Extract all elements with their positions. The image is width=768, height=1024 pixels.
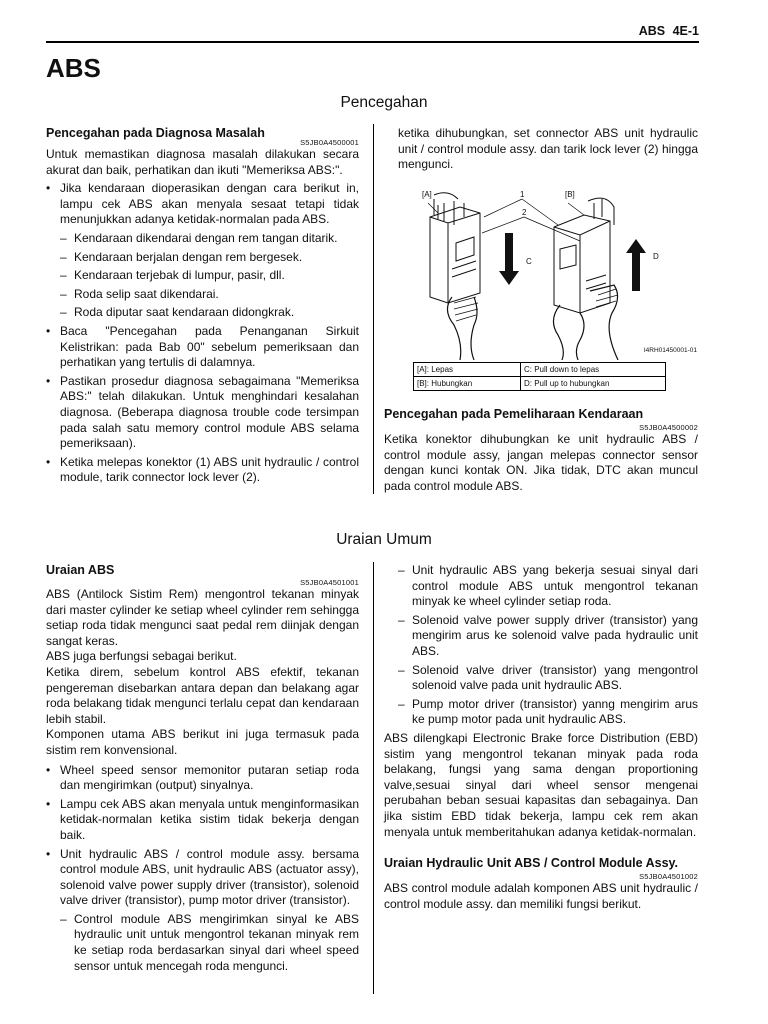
header-page-number: 4E-1 (672, 24, 699, 38)
list-item: – Kendaraan terjebak di lumpur, pasir, dll. (60, 268, 359, 284)
hydraulic-code: S5JB0A4501002 (639, 872, 698, 882)
diagnosa-intro: Untuk memastikan diagnosa masalah dilakukan secara akurat dan baik, perhatikan dan ikuti "Memeriksa ABS:". (46, 147, 359, 177)
uraian-abs-sub-list-continued (384, 563, 698, 728)
ebd-paragraph: ABS dilengkapi Electronic Brake force Distribution (EBD) sistim yang mengontrol tekanan minyak pada roda belakang, fungsi yang sama dengan proportioning valve,sesuai sinyal dari wheel sensor mengenai perubahan beban sesuai kapasitas dan sebagainya. Dan jika sistim EBD tidak bekerja, lampu cek rem akan menyala untuk memberitahukan adanya ketidak-normalan. (384, 730, 698, 839)
list-item: • Pastikan prosedur diagnosa sebagaimana "Memeriksa ABS:" telah dilakukan. Untuk menghindari kesalahan diagnosa. (Beberapa diagnosa trouble code tersimpan pada salah satu memory control module ABS selama pemeriksaan). (46, 374, 359, 452)
column-divider-top (373, 124, 374, 494)
uraian-abs-paragraph: ABS juga berfungsi sebagai berikut. (46, 649, 237, 664)
section-title-uraian-umum: Uraian Umum (336, 531, 432, 548)
diagnosa-sub-list (60, 231, 359, 321)
uraian-abs-paragraph: Komponen utama ABS berikut ini juga termasuk pada sistim rem konvensional. (46, 727, 359, 757)
section-title-pencegahan: Pencegahan (340, 94, 428, 111)
table-cell: C: Pull down to lepas (521, 363, 666, 377)
list-item: – Control module ABS mengirimkan sinyal ke ABS hydraulic unit untuk mengontrol tekanan minyak rem ke setiap roda berdasarkan sinyal dari wheel speed sensor untuk mencegah roda mengunci. (60, 912, 359, 974)
list-item: • Lampu cek ABS akan menyala untuk menginformasikan ketidak-normalan ketika sistim tidak bekerja dengan baik. (46, 797, 359, 844)
hydraulic-text: ABS control module adalah komponen ABS unit hydraulic / control module assy. dan memiliki fungsi berikut. (384, 881, 698, 911)
figure-legend-table (413, 362, 666, 391)
list-item: – Kendaraan berjalan dengan rem bergesek. (60, 250, 359, 266)
diagnosa-heading: Pencegahan pada Diagnosa Masalah (46, 126, 265, 140)
connector-figure (408, 185, 698, 360)
pemeliharaan-code: S5JB0A4500002 (639, 423, 698, 432)
diagnosa-continuation: ketika dihubungkan, set connector ABS unit hydraulic unit / control module assy. dan tarik lock lever (2) hingga mengunci. (398, 126, 698, 172)
list-item: • Baca "Pencegahan pada Penanganan Sirkuit Kelistrikan: pada Bab 00" sebelum pemeriksaan dan perhatikan yang tertulis di dalamnya. (46, 324, 359, 371)
table-row (414, 363, 666, 377)
column-divider-bottom (373, 562, 374, 994)
figure-code: I4RH01450001-01 (643, 347, 697, 354)
list-item: • Jika kendaraan dioperasikan dengan cara berikut in, lampu cek ABS akan menyala sesaat tetapi tidak menunjukkan adanya ketidak-normalan pada ABS. – Kendaraan dikendarai dengan rem tangan ditarik. – Kendaraan berjalan dengan rem bergesek. – Kendaraan terjebak di lumpur, pasir, dll. – Roda selip saat dikendarai. – Roda diputar saat kendaraan didongkrak. (46, 181, 359, 321)
uraian-abs-heading: Uraian ABS (46, 563, 115, 577)
pemeliharaan-text: Ketika konektor dihubungkan ke unit hydraulic ABS / control module assy, jangan melepas connector sensor dengan kunci kontak ON. Jika tidak, DTC akan muncul pada control module ABS. (384, 432, 698, 493)
figure-label-c: C (526, 257, 532, 266)
table-cell: D: Pull up to hubungkan (521, 377, 666, 391)
list-item: – Roda selip saat dikendarai. (60, 287, 359, 303)
list-item: • Ketika melepas konektor (1) ABS unit hydraulic / control module, tarik connector lock lever (2). (46, 455, 359, 486)
uraian-abs-code: S5JB0A4501001 (300, 578, 359, 587)
table-cell: [B]: Hubungkan (414, 377, 521, 391)
header-section: ABS (638, 24, 666, 38)
uraian-abs-continuation (384, 563, 698, 912)
connector-illustration (408, 185, 698, 360)
list-item: – Pump motor driver (transistor) yanng mengirim arus ke pump motor pada unit hydraulic ABS. (384, 697, 698, 728)
uraian-abs-paragraph: ABS (Antilock Sistim Rem) mengontrol tekanan minyak dari master cylinder ke setiap wheel cylinder rem sehingga setiap roda tidak mengunci saat pedal rem diinjak dengan sangat keras. (46, 587, 359, 648)
page-header (46, 21, 699, 43)
figure-label-a: [A] (422, 190, 432, 199)
list-item: – Solenoid valve power supply driver (transistor) yang mengirim arus ke solenoid valve pada hydraulic unit ABS. (384, 613, 698, 660)
figure-label-d: D (653, 252, 659, 261)
list-item: • Wheel speed sensor memonitor putaran setiap roda dan mengirimkan (output) sinyalnya. (46, 763, 359, 794)
list-item: – Unit hydraulic ABS yang bekerja sesuai sinyal dari control module ABS untuk mengontrol tekanan minyak ke wheel cylinder setiap roda. (384, 563, 698, 610)
diagnosa-bullet-list (46, 181, 359, 486)
diagnosa-column (46, 126, 359, 489)
pemeliharaan-section (384, 407, 698, 494)
uraian-abs-bullet-list (46, 763, 359, 975)
uraian-abs-paragraph: Ketika direm, sebelum kontrol ABS efektif, tekanan pengereman disebarkan antara depan dan belakang agar roda belakang tidak mengunci terlalu cepat dan kendaraan lebih stabil. (46, 664, 359, 726)
uraian-abs-column (46, 563, 359, 977)
pemeliharaan-heading: Pencegahan pada Pemeliharaan Kendaraan (384, 407, 644, 421)
list-item: – Roda diputar saat kendaraan didongkrak. (60, 305, 359, 321)
table-cell: [A]: Lepas (414, 363, 521, 377)
document-title: ABS (46, 53, 101, 83)
figure-label-b: [B] (565, 190, 575, 199)
figure-label-1: 1 (520, 190, 525, 199)
list-item: – Kendaraan dikendarai dengan rem tangan ditarik. (60, 231, 359, 247)
hydraulic-heading: Uraian Hydraulic Unit ABS / Control Module Assy. (384, 856, 679, 871)
list-item: • Unit hydraulic ABS / control module assy. bersama control module ABS, unit hydraulic ABS (actuator assy), solenoid valve power supply driver (transistor), solenoid valve driver (transistor), pump motor driver (transistor). – Control module ABS mengirimkan sinyal ke ABS hydraulic unit untuk mengontrol tekanan minyak rem ke setiap roda berdasarkan sinyal dari wheel speed sensor untuk mencegah roda mengunci. (46, 847, 359, 975)
table-row (414, 377, 666, 391)
figure-label-2: 2 (522, 208, 527, 217)
uraian-abs-sub-list (60, 912, 359, 974)
diagnosa-code: S5JB0A4500001 (300, 138, 359, 147)
list-item: – Solenoid valve driver (transistor) yang mengontrol solenoid valve pada unit hydraulic ABS. (384, 663, 698, 694)
